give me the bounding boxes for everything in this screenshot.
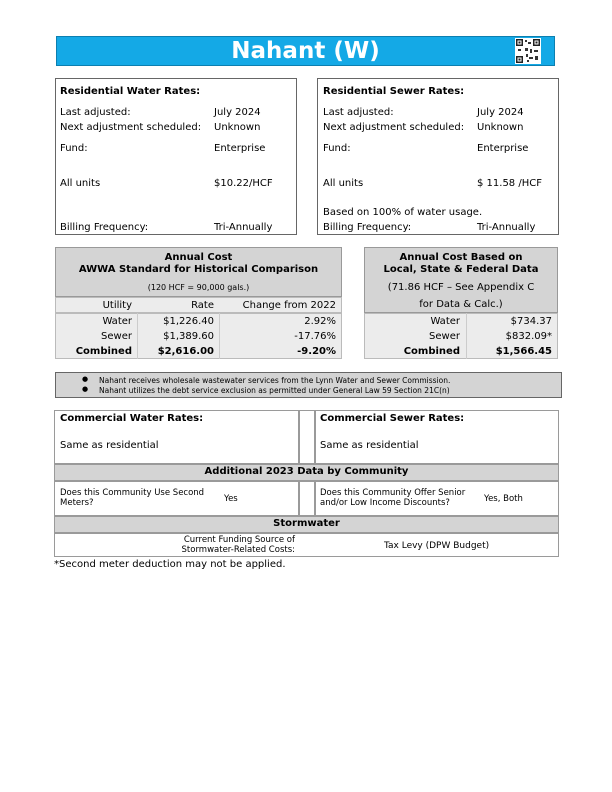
note-bullet-icon: ● [82, 385, 89, 393]
water-billing-label: Billing Frequency: [60, 222, 149, 233]
water-billing-value: Tri-Annually [214, 222, 273, 233]
discounts-question: Does this Community Offer Senior and/or Low Income Discounts? [320, 488, 466, 508]
water-next-adjustment-value: Unknown [214, 122, 261, 133]
commercial-water-heading: Commercial Water Rates: [60, 413, 204, 424]
awwa-col-rate: Rate [191, 300, 214, 311]
sewer-fund-label: Fund: [323, 143, 351, 154]
local-heading-line2: Local, State & Federal Data [383, 264, 539, 275]
water-last-adjusted-label: Last adjusted: [60, 107, 131, 118]
local-sub-line2: for Data & Calc.) [419, 299, 503, 310]
commercial-sewer-heading: Commercial Sewer Rates: [320, 413, 465, 424]
water-next-adjustment-label: Next adjustment scheduled: [60, 122, 202, 133]
awwa-sewer-rate: $1,389.60 [163, 331, 214, 342]
commercial-spacer-cell [299, 410, 315, 464]
stormwater-funding-label: Current Funding Source of Stormwater-Related Costs: [181, 535, 295, 555]
local-water-rate: $734.37 [510, 316, 552, 327]
qr-code-icon [515, 38, 541, 64]
discounts-answer: Yes, Both [484, 494, 523, 504]
stormwater-heading: Stormwater [273, 518, 340, 529]
sewer-next-adjustment-value: Unknown [477, 122, 524, 133]
sewer-billing-label: Billing Frequency: [323, 222, 412, 233]
local-combined-rate: $1,566.45 [495, 346, 552, 357]
additional-spacer-cell [299, 481, 315, 516]
second-meters-answer: Yes [224, 494, 238, 504]
awwa-col-utility: Utility [102, 300, 132, 311]
residential-water-heading: Residential Water Rates: [60, 86, 201, 97]
awwa-subheading: (120 HCF = 90,000 gals.) [147, 283, 250, 292]
awwa-sewer-utility: Sewer [101, 331, 132, 342]
page-title: Nahant (W) [231, 38, 380, 64]
awwa-combined-utility: Combined [75, 346, 132, 357]
local-sewer-rate: $832.09* [505, 331, 552, 342]
local-sub-line1: (71.86 HCF – See Appendix C [387, 282, 535, 293]
residential-water-panel [55, 78, 297, 235]
commercial-sewer-value: Same as residential [320, 440, 419, 451]
sewer-billing-value: Tri-Annually [477, 222, 536, 233]
local-divider [466, 313, 467, 359]
sewer-basis-note: Based on 100% of water usage. [323, 207, 483, 218]
water-fund-label: Fund: [60, 143, 88, 154]
additional-heading: Additional 2023 Data by Community [204, 466, 409, 477]
local-heading-line1: Annual Cost Based on [399, 252, 523, 263]
awwa-water-change: 2.92% [304, 316, 336, 327]
residential-sewer-heading: Residential Sewer Rates: [323, 86, 465, 97]
sewer-last-adjusted-label: Last adjusted: [323, 107, 394, 118]
sewer-next-adjustment-label: Next adjustment scheduled: [323, 122, 465, 133]
awwa-divider [137, 313, 138, 359]
water-all-units-value: $10.22/HCF [214, 178, 273, 189]
commercial-water-value: Same as residential [60, 440, 159, 451]
awwa-heading-line2: AWWA Standard for Historical Comparison [78, 264, 319, 275]
awwa-sewer-change: -17.76% [294, 331, 336, 342]
sewer-all-units-label: All units [323, 178, 364, 189]
sewer-last-adjusted-value: July 2024 [477, 107, 524, 118]
local-water-utility: Water [430, 316, 460, 327]
awwa-combined-rate: $2,616.00 [157, 346, 214, 357]
awwa-col-change: Change from 2022 [242, 300, 336, 311]
water-last-adjusted-value: July 2024 [214, 107, 261, 118]
footnote: *Second meter deduction may not be applied. [54, 559, 286, 570]
water-fund-value: Enterprise [214, 143, 266, 154]
stormwater-funding-value: Tax Levy (DPW Budget) [384, 541, 490, 551]
note-1: Nahant receives wholesale wastewater services from the Lynn Water and Sewer Commission. [99, 376, 451, 385]
sewer-fund-value: Enterprise [477, 143, 529, 154]
note-bullet-icon: ● [82, 375, 89, 383]
awwa-water-utility: Water [102, 316, 132, 327]
awwa-combined-change: -9.20% [297, 346, 336, 357]
awwa-heading-line1: Annual Cost [164, 252, 233, 263]
water-all-units-label: All units [60, 178, 101, 189]
local-sewer-utility: Sewer [429, 331, 460, 342]
local-combined-utility: Combined [403, 346, 460, 357]
second-meters-question: Does this Community Use Second Meters? [60, 488, 205, 508]
awwa-water-rate: $1,226.40 [163, 316, 214, 327]
sewer-all-units-value: $ 11.58 /HCF [477, 178, 542, 189]
note-2: Nahant utilizes the debt service exclusion as permitted under General Law 59 Section 21C(n) [99, 386, 450, 395]
